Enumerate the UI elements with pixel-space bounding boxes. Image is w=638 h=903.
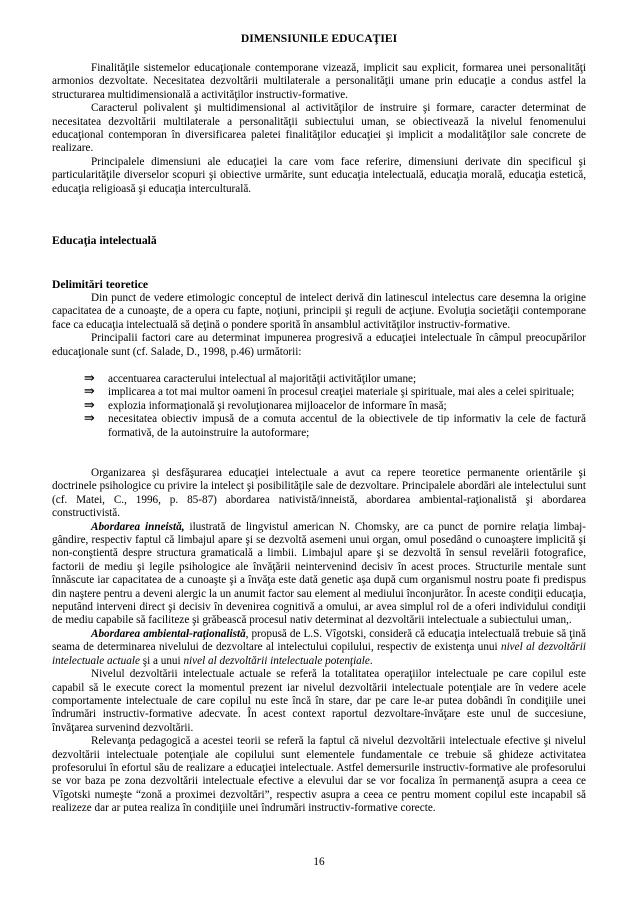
factors-list xyxy=(52,373,586,440)
paragraph-origin: Din punct de vedere etimologic conceptul de intelect derivă din latinescul intelectus care desemna la origine capacitatea de a cunoaşte, de a opera cu fapte, noţiuni, principii şi reguli de acţiune. Evoluţia societăţii contemporane face ca educaţia intelectuală să deţină o pondere sporită în ansamblul activităţilor instructiv-formative. xyxy=(52,292,586,331)
paragraph-organize: Organizarea şi desfăşurarea educaţiei intelectuale a avut ca repere teoretice permanente orientările şi doctrinele psihologice cu privire la intelect şi posibilităţile sale de dezvoltare. Principalele abordări ale intelectului sunt (cf. Matei, C., 1996, p. 85-87) abordarea nativistă/inneistă, abordarea ambiental-raţionalistă şi abordarea constructivistă. xyxy=(52,467,586,520)
term-innate: Abordarea inneistă, xyxy=(91,520,185,533)
list-item: ⇛ accentuarea caracterului intelectual al majorităţii activităţilor umane; xyxy=(84,371,417,386)
term-ambient: Abordarea ambiental-raţionalistă xyxy=(91,627,246,640)
page-number: 16 xyxy=(313,856,325,868)
list-item: ⇛ explozia informaţională şi revoluţionarea mijloacelor de informare în masă; xyxy=(84,397,447,413)
body-section-1 xyxy=(52,292,586,359)
paragraph-factors: Principalii factori care au determinat impunerea progresivă a educaţiei intelectuale în câmpul preocupărilor educaţionale sunt (cf. Salade, D., 1998, p.46) următorii: xyxy=(52,332,586,358)
paragraph-ambient: Abordarea ambiental-raţionalistă, propusă de L.S. Vîgotski, consideră că educaţia intelectuală trebuie să ţină seama de determinarea nivelului de dezvoltare al intelectului copilului, respectiv de existenţa unui nivel al dezvoltării intelectuale actuale şi a unui nivel al dezvoltării intelectuale potenţiale. xyxy=(52,627,586,667)
arrow-bullet-icon: ⇛ xyxy=(84,384,95,400)
body-section-2 xyxy=(52,467,586,816)
paragraph-relevance: Relevanţa pedagogică a acestei teorii se referă la faptul că nivelul dezvoltării intelectuale efective şi nivelul dezvoltării intelectuale potenţiale ale copilului sunt elementele fundamentale ce trebuie să ghideze activitatea profesorului în efortul său de realizare a educaţiei intelectuale. Astfel demersurile instructiv-formative ale profesorului se vor baza pe zona dezvoltării intelectuale efective a elevului dar se vor focaliza în permanenţă asupra a ceea ce Vîgotski numeşte “zonă a proximei dezvoltări”, respectiv asupra a ceea ce pentru moment copilul este incapabil să realizeze dar ar putea realiza în condiţiile unei îndrumări instructiv-formative corecte. xyxy=(52,735,586,815)
paragraph-innate: Abordarea inneistă, ilustrată de lingvistul american N. Chomsky, are ca punct de pornire relaţia limbaj-gândire, respectiv faptul că limbajul apare şi se dezvoltă asemeni unui organ, omul posedând o cunoaştere implicită şi non-conştientă despre structura gramaticală a limbii. Limbajul apare şi se dezvoltă în sensul revelării fotografice, factorii de mediu şi legile psihologice ale învăţării neintervenind decisiv în acest proces. Structurile mentale sunt înnăscute iar capacitatea de a cunoaşte şi a învăţa este dată genetic aşa după cum organismul nostru poate fi predispus din naştere pentru a deveni alergic la un anumit factor sau element al mediului înconjurător. În aceste condiţii educaţia, neputând interveni direct şi decisiv în devenirea cognitivă a omului, ar avea simplul rol de a oferi individului condiţii de mediu capabile să faciliteze şi grăbească procesul nativ determinat al dezvoltării intelectuale a subiectului uman,. xyxy=(52,520,586,627)
intro-paragraph-3: Principalele dimensiuni ale educaţiei la care vom face referire, dimensiuni derivate din specificul şi particularităţile diverselor scopuri şi obiective urmărite, sunt educaţia intelectuală, educaţia morală, educaţia estetică, educaţia religioasă şi educaţia interculturală. xyxy=(52,155,586,195)
intro-paragraph-2: Caracterul polivalent şi multidimensional al activităţilor de instruire şi formare, caracter determinat de necesitatea dezvoltării multilaterale a personalităţii subiectului uman, se obiectivează la nivelul fenomenului educaţional contemporan în diversificarea paletei finalităţilor educaţiei şi implicit a modalităţilor sale concrete de realizare. xyxy=(52,102,586,155)
arrow-bullet-icon: ⇛ xyxy=(84,397,95,413)
paragraph-level: Nivelul dezvoltării intelectuale actuale se referă la totalitatea operaţiilor intelectuale pe care copilul este capabil să le execute corect la momentul prezent iar nivelul dezvoltării intelectuale potenţiale are în vedere acele comportamente intelectuale de care copilul nu este încă în stare, dar pe care le-ar putea dobândi în condiţiile unei îndrumări instructiv-formative adecvate. În acest context raportul dezvoltare-învăţare este unul de succesiune, învăţarea survenind dezvoltării. xyxy=(52,668,586,734)
subsection-heading: Delimitări teoretice xyxy=(52,278,149,291)
arrow-bullet-icon: ⇛ xyxy=(84,371,95,386)
list-item: ⇛ implicarea a tot mai multor oameni în procesul creaţiei materiale şi spirituale, mai ales a celei spirituale; xyxy=(84,384,575,400)
intro-paragraph-1: Finalităţile sistemelor educaţionale contemporane vizează, implicit sau explicit, formarea unei personalităţi armonios dezvoltate. Necesitatea dezvoltării multilaterale a personalităţii umane prin educaţie a condus astfel la structurarea multidimensională a activităţilor instructiv-formative. xyxy=(52,62,586,101)
list-item: ⇛ necesitatea obiectiv impusă de a comuta accentul de la obiectivele de tip informativ la cele de factură formativă, de la autoinstruire la autoformare; xyxy=(84,411,586,439)
section-heading: Educaţia intelectuală xyxy=(52,234,157,247)
intro-paragraphs xyxy=(52,62,586,196)
page-title: DIMENSIUNILE EDUCAŢIEI xyxy=(240,32,398,45)
arrow-bullet-icon: ⇛ xyxy=(84,411,95,427)
